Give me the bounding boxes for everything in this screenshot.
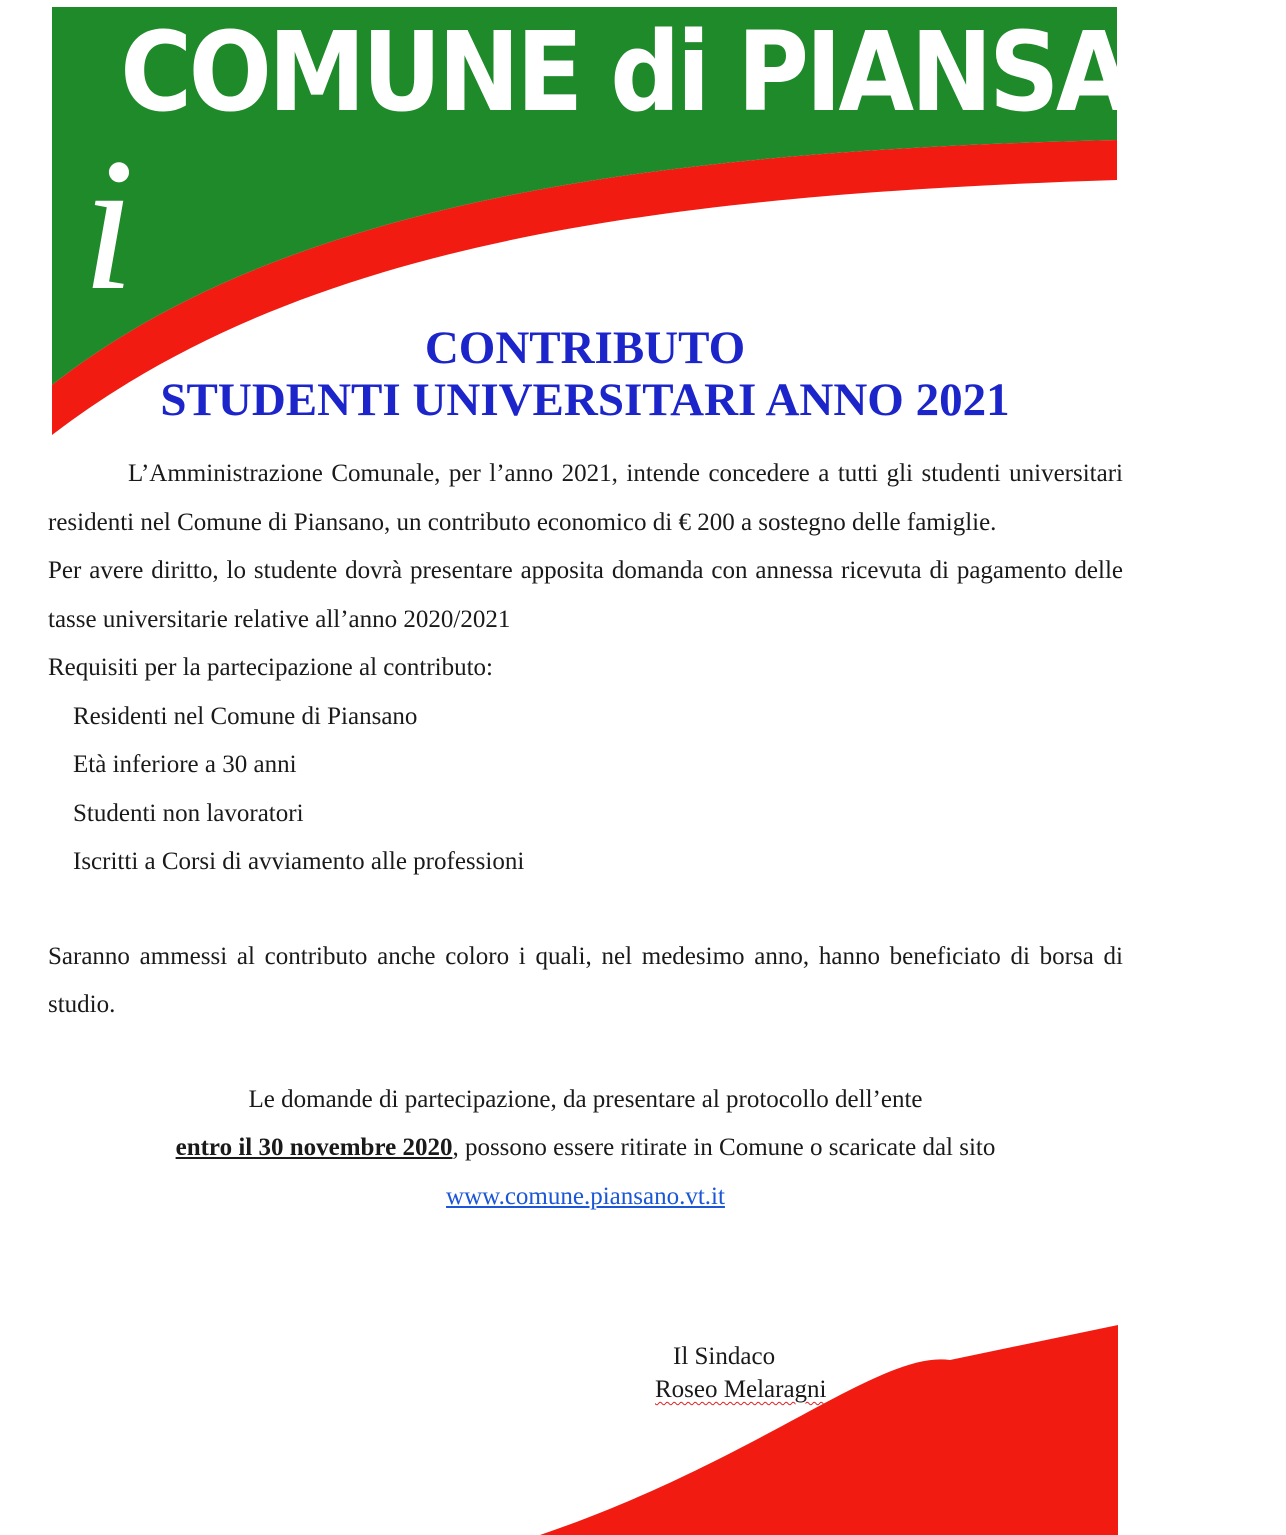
notice-body bbox=[48, 450, 1123, 1221]
requirements-heading: Requisiti per la partecipazione al contributo: bbox=[48, 654, 493, 681]
signature-name: Roseo Melaragni bbox=[655, 1376, 827, 1403]
application-line2 bbox=[48, 1124, 1123, 1173]
requirement-item: Residenti nel Comune di Piansano bbox=[73, 702, 418, 730]
paragraph-scholarship: Saranno ammessi al contributo anche coloro i quali, nel medesimo anno, hanno beneficiato di borsa di studio. bbox=[48, 942, 1123, 1018]
spacer bbox=[48, 1030, 1123, 1076]
paragraph-intro: L’Amministrazione Comunale, per l’anno 2021, intende concedere a tutti gli studenti universitari residenti nel Comune di Piansano, un contributo economico di € 200 a sostegno delle famiglie. bbox=[48, 460, 1123, 536]
application-line2-text: , possono essere ritirate in Comune o scaricate dal sito bbox=[452, 1134, 996, 1161]
requirement-item: Studenti non lavoratori bbox=[73, 799, 304, 827]
requirements-list bbox=[48, 693, 1123, 887]
notice-title bbox=[40, 322, 1130, 426]
notice-title-line1: CONTRIBUTO bbox=[424, 322, 746, 374]
header-title: COMUNE di PIANSANO bbox=[120, 8, 1286, 136]
signature-name-line bbox=[655, 1373, 826, 1406]
requirement-item: Età inferiore a 30 anni bbox=[73, 751, 297, 778]
notice-title-line2: STUDENTI UNIVERSITARI ANNO 2021 bbox=[160, 374, 1010, 426]
application-line1: Le domande di partecipazione, da presentare al protocollo dell’ente bbox=[248, 1085, 923, 1113]
signature-role: Il Sindaco bbox=[673, 1343, 776, 1370]
spacer bbox=[48, 887, 1123, 933]
footer-red-wedge bbox=[540, 1325, 1118, 1535]
info-i-icon: i bbox=[82, 120, 135, 330]
paragraph-eligibility: Per avere diritto, lo studente dovrà presentare apposita domanda con annessa ricevuta di pagamento delle tasse universitarie relative all’anno 2020/2021 bbox=[48, 557, 1123, 633]
website-line bbox=[48, 1173, 1123, 1222]
deadline-date: entro il 30 novembre 2020 bbox=[175, 1134, 453, 1161]
website-link[interactable]: www.comune.piansano.vt.it bbox=[446, 1182, 725, 1210]
signature-block bbox=[655, 1340, 826, 1406]
requirement-item: Iscritti a Corsi di avviamento alle professioni bbox=[73, 848, 525, 875]
